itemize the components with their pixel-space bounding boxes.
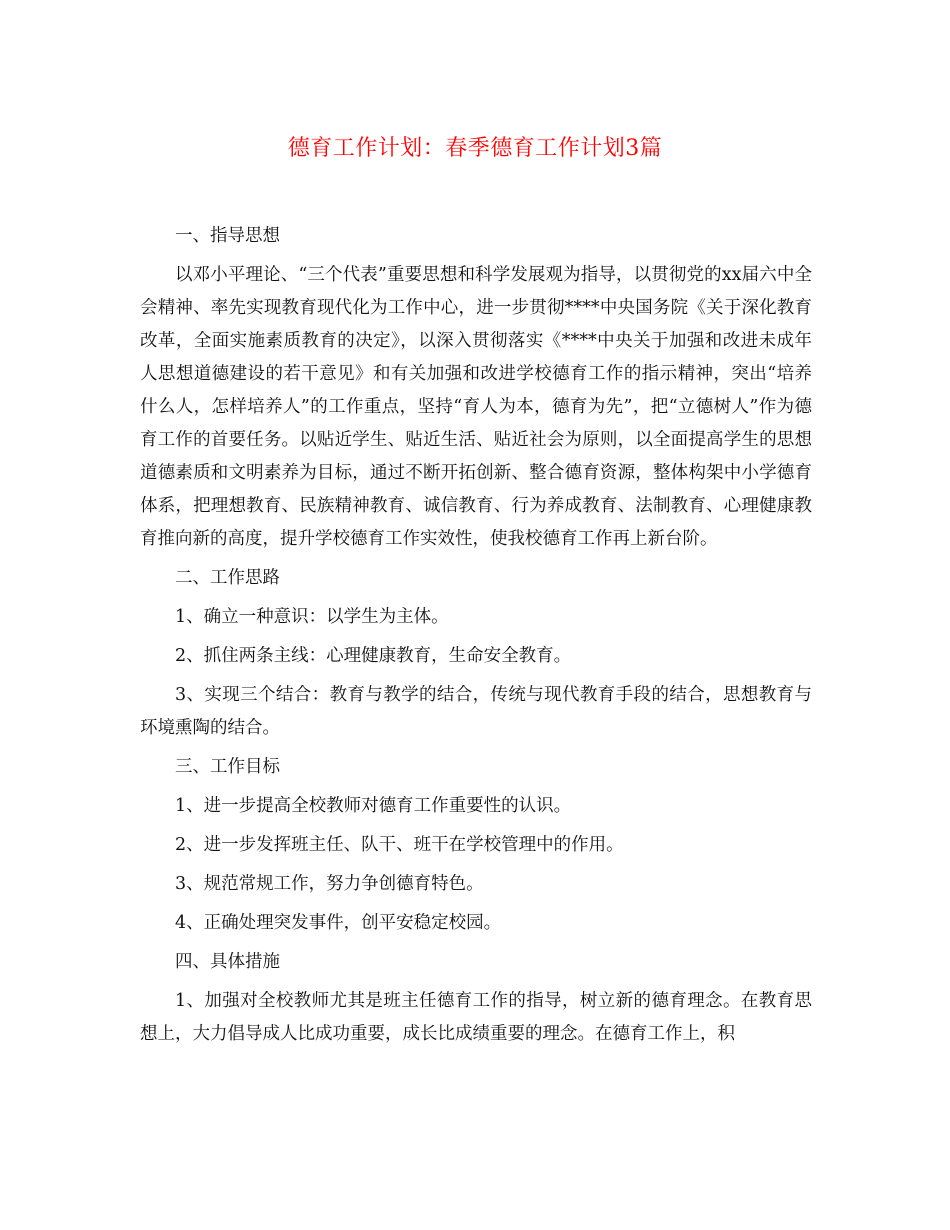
list-item-goal-4: 4、正确处理突发事件，创平安稳定校园。 [175,913,502,933]
heading-work-goals: 三、工作目标 [175,757,280,777]
list-item-approach-2: 2、抓住两条主线：心理健康教育，生命安全教育。 [175,646,572,666]
list-item-goal-1: 1、进一步提高全校教师对德育工作重要性的认识。 [175,796,572,816]
document-body [140,220,812,1057]
heading-guiding-thought: 一、指导思想 [175,226,280,246]
list-item-approach-1: 1、确立一种意识：以学生为主体。 [175,607,449,627]
list-item-approach-3: 3、实现三个结合：教育与教学的结合，传统与现代教育手段的结合，思想教育与环境熏陶的结合。 [140,685,812,738]
list-item-goal-3: 3、规范常规工作，努力争创德育特色。 [175,874,484,894]
paragraph-guiding-thought: 以邓小平理论、“三个代表”重要思想和科学发展观为指导，以贯彻党的xx届六中全会精神、率先实现教育现代化为工作中心，进一步贯彻****中央国务院《关于深化教育改革，全面实施素质教育的决定》，以深入贯彻落实《****中央关于加强和改进未成年人思想道德建设的若干意见》和有关加强和改进学校德育工作的指示精神，突出“培养什么人，怎样培养人”的工作重点，坚持“育人为本，德育为先”，把“立德树人”作为德育工作的首要任务。以贴近学生、贴近生活、贴近社会为原则，以全面提高学生的思想道德素质和文明素养为目标，通过不断开拓创新、整合德育资源，整体构架中小学德育体系，把理想教育、民族精神教育、诚信教育、行为养成教育、法制教育、心理健康教育推向新的高度，提升学校德育工作实效性，使我校德育工作再上新台阶。 [140,265,812,549]
heading-work-approach: 二、工作思路 [175,568,280,588]
list-item-measure-1: 1、加强对全校教师尤其是班主任德育工作的指导，树立新的德育理念。在教育思想上，大力倡导成人比成功重要，成长比成绩重要的理念。在德育工作上，积 [140,991,812,1044]
list-item-goal-2: 2、进一步发挥班主任、队干、班干在学校管理中的作用。 [175,835,624,855]
document-title: 德育工作计划：春季德育工作计划3篇 [287,136,663,161]
heading-specific-measures: 四、具体措施 [175,952,280,972]
